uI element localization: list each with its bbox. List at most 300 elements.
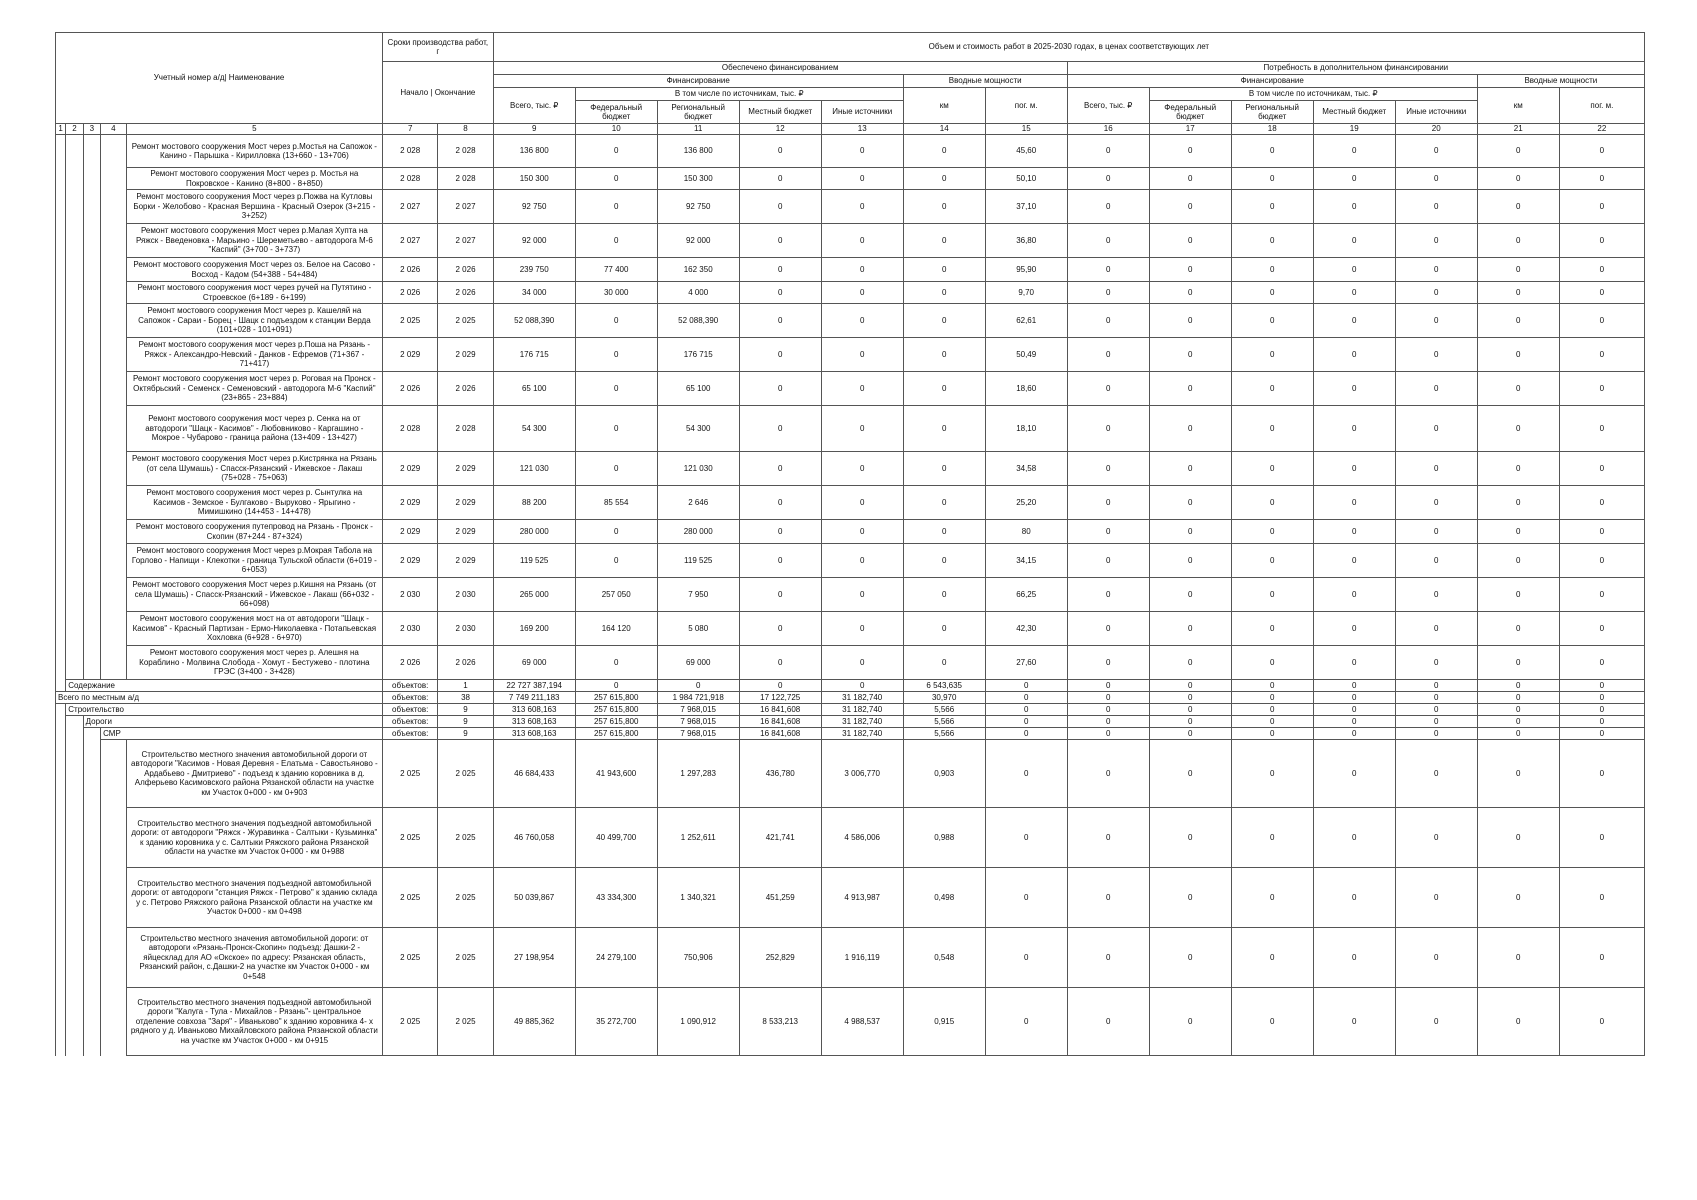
value-cell: 0 [575,372,657,406]
value-cell: 5,566 [903,728,985,740]
value-cell: 0 [1313,988,1395,1056]
indent-cell [83,258,100,282]
object-name: Строительство местного значения подъездной автомобильной дороги: от автодороги "станция Ряжск - Петрово" к зданию склада у с. Петрово Ряжского района Рязанской области на участке км Участок 0+000 - км 0+498 [126,868,382,928]
value-cell: 46 760,058 [493,808,575,868]
indent-cell [56,728,66,740]
value-cell: 0 [575,135,657,168]
value-cell: 0 [1231,224,1313,258]
value-cell: 0 [1477,406,1559,452]
start-year: 2 027 [383,190,438,224]
value-cell: 0 [1477,740,1559,808]
value-cell: 0 [1231,692,1313,704]
end-year: 2 028 [438,135,493,168]
column-number: 16 [1067,124,1149,135]
indent-cell [56,740,66,808]
column-number: 15 [985,124,1067,135]
table-row [56,406,1645,452]
value-cell: 0 [739,612,821,646]
objects-label: объектов: [383,704,438,716]
indent-cell [83,728,100,740]
value-cell: 0 [1477,704,1559,716]
value-cell: 34,58 [985,452,1067,486]
header-other-need: Иные источники [1395,101,1477,124]
value-cell: 0 [739,190,821,224]
header-period-sub: Начало | Окончание [383,62,494,124]
table-row [56,304,1645,338]
end-year: 2 026 [438,646,493,680]
value-cell: 0 [739,304,821,338]
value-cell: 0,498 [903,868,985,928]
value-cell: 0 [1067,646,1149,680]
column-number: 17 [1149,124,1231,135]
objects-label: объектов: [383,692,438,704]
value-cell: 0 [1231,680,1313,692]
column-number: 1 [56,124,66,135]
value-cell: 31 182,740 [821,728,903,740]
value-cell: 31 182,740 [821,692,903,704]
end-year: 2 025 [438,988,493,1056]
value-cell: 0 [821,258,903,282]
indent-cell [83,282,100,304]
value-cell: 162 350 [657,258,739,282]
value-cell: 5,566 [903,704,985,716]
value-cell: 0 [1559,692,1644,704]
value-cell: 0 [1559,135,1644,168]
end-year: 2 025 [438,304,493,338]
objects-count: 9 [438,704,493,716]
indent-cell [83,372,100,406]
value-cell: 0 [1149,808,1231,868]
indent-cell [101,612,127,646]
value-cell: 0 [739,486,821,520]
value-cell: 0,548 [903,928,985,988]
value-cell: 0 [1067,692,1149,704]
start-year: 2 025 [383,928,438,988]
value-cell: 0 [1231,258,1313,282]
value-cell: 25,20 [985,486,1067,520]
value-cell: 0 [1067,704,1149,716]
value-cell: 0 [1149,190,1231,224]
end-year: 2 030 [438,612,493,646]
value-cell: 0 [1313,716,1395,728]
value-cell: 0 [1231,168,1313,190]
table-row [56,338,1645,372]
indent-cell [56,190,66,224]
value-cell: 0 [1231,740,1313,808]
indent-cell [83,612,100,646]
column-number: 19 [1313,124,1395,135]
value-cell: 136 800 [493,135,575,168]
end-year: 2 028 [438,406,493,452]
indent-cell [101,304,127,338]
indent-cell [101,486,127,520]
value-cell: 0 [1149,612,1231,646]
value-cell: 0 [1395,135,1477,168]
value-cell: 0 [1559,544,1644,578]
indent-cell [101,988,127,1056]
value-cell: 0 [1231,808,1313,868]
value-cell: 0 [1395,452,1477,486]
value-cell: 0 [1395,282,1477,304]
table-row [56,544,1645,578]
value-cell: 30 000 [575,282,657,304]
value-cell: 0,903 [903,740,985,808]
value-cell: 0 [1313,486,1395,520]
object-name: Ремонт мостового сооружения мост через р.Поша на Рязань - Ряжск - Александро-Невский - Данков - Ефремов (71+367 - 71+417) [126,338,382,372]
value-cell: 42,30 [985,612,1067,646]
value-cell: 0 [1067,868,1149,928]
summary-row [56,728,1645,740]
end-year: 2 026 [438,258,493,282]
value-cell: 0 [1231,544,1313,578]
value-cell: 0 [1477,544,1559,578]
value-cell: 7 968,015 [657,704,739,716]
value-cell: 18,10 [985,406,1067,452]
value-cell: 0 [821,646,903,680]
value-cell: 0 [739,224,821,258]
end-year: 2 025 [438,808,493,868]
end-year: 2 028 [438,168,493,190]
value-cell: 0 [1559,928,1644,988]
value-cell: 0 [1067,258,1149,282]
header-federal: Федеральный бюджет [575,101,657,124]
value-cell: 0 [1067,135,1149,168]
indent-cell [83,740,100,808]
value-cell: 0 [903,258,985,282]
column-number: 5 [126,124,382,135]
value-cell: 24 279,100 [575,928,657,988]
value-cell: 50,10 [985,168,1067,190]
value-cell: 0 [1395,868,1477,928]
table-row [56,808,1645,868]
object-name: Строительство местного значения автомобильной дороги от автодороги "Касимов - Новая Деревня - Елатьма - Савостьяново - Ардабьево - Дмитриево" - подъезд к зданию коровника в д. Алферьево Касимовского района Рязанской области на участке км Участок 0+000 - км 0+903 [126,740,382,808]
value-cell: 69 000 [657,646,739,680]
indent-cell [66,740,83,808]
value-cell: 0,988 [903,808,985,868]
value-cell: 0 [1067,282,1149,304]
value-cell: 0 [985,728,1067,740]
value-cell: 0 [903,372,985,406]
object-name: Ремонт мостового сооружения мост через р. Сынтулка на Касимов - Земское - Булгаково - Выруково - Ярыгино - Мимишкино (14+453 - 14+478) [126,486,382,520]
financing-table [55,32,1645,1056]
value-cell: 0 [821,168,903,190]
summary-label: Содержание [66,680,383,692]
value-cell: 0 [1395,406,1477,452]
value-cell: 0 [1231,452,1313,486]
indent-cell [66,258,83,282]
value-cell: 421,741 [739,808,821,868]
value-cell: 0 [1149,168,1231,190]
column-number: 13 [821,124,903,135]
value-cell: 0 [1559,520,1644,544]
value-cell: 0 [575,190,657,224]
value-cell: 0 [1313,612,1395,646]
indent-cell [56,520,66,544]
object-name: Ремонт мостового сооружения Мост через р.Кистрянка на Рязань (от села Шумашь) - Спасск-Рязанский - Ижевское - Лакаш (75+028 - 75+063) [126,452,382,486]
value-cell: 85 554 [575,486,657,520]
value-cell: 0 [1395,544,1477,578]
indent-cell [66,224,83,258]
value-cell: 0 [1067,728,1149,740]
value-cell: 0 [1149,928,1231,988]
value-cell: 0 [903,190,985,224]
indent-cell [83,578,100,612]
value-cell: 0 [1313,704,1395,716]
value-cell: 0 [1313,224,1395,258]
value-cell: 0 [1231,338,1313,372]
indent-cell [101,190,127,224]
column-number: 4 [101,124,127,135]
value-cell: 0 [1149,372,1231,406]
value-cell: 0 [1395,578,1477,612]
value-cell: 0 [575,646,657,680]
value-cell: 43 334,300 [575,868,657,928]
value-cell: 1 984 721,918 [657,692,739,704]
value-cell: 0 [821,452,903,486]
value-cell: 0 [1395,372,1477,406]
value-cell: 0 [903,612,985,646]
value-cell: 0 [1559,372,1644,406]
value-cell: 0 [1067,988,1149,1056]
value-cell: 0 [1067,168,1149,190]
indent-cell [101,808,127,868]
object-name: Ремонт мостового сооружения мост через р. Роговая на Пронск - Октябрьский - Семенск - Семеновский - автодорога М-6 "Каспий" (23+865 - 23+884) [126,372,382,406]
object-name: Строительство местного значения подъездной автомобильной дороги "Калуга - Тула - Михайлов - Рязань"- центральное отделение совхоза "Заря" - Иваньково" к зданию коровника 4- х рядного у д. Иваньково Михайловского района Рязанской области на участке км Участок 0+000 - км 0+915 [126,988,382,1056]
indent-cell [101,168,127,190]
start-year: 2 028 [383,168,438,190]
value-cell: 0 [1067,338,1149,372]
summary-label: Всего по местным а/д [56,692,383,704]
indent-cell [66,190,83,224]
value-cell: 0 [821,304,903,338]
header-total: Всего, тыс. ₽ [493,88,575,124]
value-cell: 0 [1559,704,1644,716]
value-cell: 257 615,800 [575,704,657,716]
value-cell: 45,60 [985,135,1067,168]
object-name: Ремонт мостового сооружения Мост через р.Мокрая Табола на Горлово - Напищи - Клекотки - граница Тульской области (6+019 - 6+053) [126,544,382,578]
header-financing-need: Финансирование [1067,75,1477,88]
value-cell: 0 [985,716,1067,728]
column-number: 21 [1477,124,1559,135]
value-cell: 0 [1559,740,1644,808]
value-cell: 257 615,800 [575,716,657,728]
indent-cell [66,168,83,190]
objects-count: 1 [438,680,493,692]
indent-cell [66,728,83,740]
value-cell: 0 [1313,680,1395,692]
table-row [56,928,1645,988]
value-cell: 0 [1231,190,1313,224]
indent-cell [56,304,66,338]
value-cell: 34 000 [493,282,575,304]
start-year: 2 027 [383,224,438,258]
value-cell: 0 [1313,808,1395,868]
value-cell: 257 615,800 [575,728,657,740]
value-cell: 0 [1559,988,1644,1056]
column-number: 8 [438,124,493,135]
value-cell: 0 [1395,646,1477,680]
value-cell: 35 272,700 [575,988,657,1056]
value-cell: 0 [1477,304,1559,338]
value-cell: 36,80 [985,224,1067,258]
value-cell: 0 [1477,988,1559,1056]
value-cell: 0 [1559,612,1644,646]
value-cell: 7 950 [657,578,739,612]
value-cell: 0 [1149,680,1231,692]
value-cell: 4 988,537 [821,988,903,1056]
value-cell: 17 122,725 [739,692,821,704]
value-cell: 0 [1559,716,1644,728]
indent-cell [101,578,127,612]
value-cell: 52 088,390 [493,304,575,338]
indent-cell [56,808,66,868]
indent-cell [66,135,83,168]
value-cell: 0 [1395,928,1477,988]
value-cell: 0 [1477,452,1559,486]
value-cell: 0 [1395,486,1477,520]
value-cell: 0 [1477,680,1559,692]
value-cell: 0 [1067,406,1149,452]
indent-cell [56,135,66,168]
value-cell: 0 [1559,338,1644,372]
value-cell: 0 [903,135,985,168]
value-cell: 0 [1395,716,1477,728]
indent-cell [83,646,100,680]
value-cell: 164 120 [575,612,657,646]
table-row [56,258,1645,282]
value-cell: 0 [1477,520,1559,544]
value-cell: 0 [1477,578,1559,612]
start-year: 2 028 [383,406,438,452]
start-year: 2 028 [383,135,438,168]
value-cell: 49 885,362 [493,988,575,1056]
value-cell: 0 [903,578,985,612]
value-cell: 92 750 [657,190,739,224]
value-cell: 0 [821,282,903,304]
value-cell: 0 [739,646,821,680]
value-cell: 7 749 211,183 [493,692,575,704]
value-cell: 280 000 [657,520,739,544]
value-cell: 0 [1313,135,1395,168]
value-cell: 436,780 [739,740,821,808]
value-cell: 40 499,700 [575,808,657,868]
value-cell: 0 [1313,646,1395,680]
indent-cell [101,282,127,304]
value-cell: 0 [739,544,821,578]
value-cell: 0 [739,406,821,452]
indent-cell [101,258,127,282]
value-cell: 265 000 [493,578,575,612]
indent-cell [56,612,66,646]
value-cell: 0 [1559,304,1644,338]
table-row [56,578,1645,612]
value-cell: 0 [1149,135,1231,168]
value-cell: 0 [575,224,657,258]
indent-cell [66,304,83,338]
value-cell: 0 [1395,740,1477,808]
object-name: Ремонт мостового сооружения мост через р. Сенка на от автодороги "Шацк - Касимов" - Любовниково - Каргашино - Мокрое - Чубарово - граница района (13+409 - 13+427) [126,406,382,452]
value-cell: 0 [575,338,657,372]
value-cell: 0 [903,520,985,544]
indent-cell [66,406,83,452]
end-year: 2 029 [438,544,493,578]
value-cell: 313 608,163 [493,728,575,740]
value-cell: 0 [821,135,903,168]
object-name: Ремонт мостового сооружения мост на от автодороги "Шацк - Касимов" - Красный Партизан - Ермо-Николаевка - Потапьевская Хохловка (6+928 - 6+970) [126,612,382,646]
column-number: 7 [383,124,438,135]
value-cell: 0 [1149,578,1231,612]
value-cell: 0 [1149,988,1231,1056]
value-cell: 31 182,740 [821,704,903,716]
value-cell: 0 [1067,808,1149,868]
value-cell: 0 [1313,728,1395,740]
value-cell: 136 800 [657,135,739,168]
value-cell: 31 182,740 [821,716,903,728]
value-cell: 0 [985,868,1067,928]
indent-cell [83,190,100,224]
header-pog-m-need: пог. м. [1559,88,1644,124]
start-year: 2 025 [383,868,438,928]
value-cell: 0 [903,224,985,258]
value-cell: 313 608,163 [493,704,575,716]
value-cell: 0 [1313,452,1395,486]
start-year: 2 025 [383,988,438,1056]
value-cell: 0 [1477,646,1559,680]
value-cell: 0 [903,486,985,520]
value-cell: 0 [1313,338,1395,372]
value-cell: 0 [1067,680,1149,692]
value-cell: 0 [1149,486,1231,520]
value-cell: 0 [985,692,1067,704]
table-row [56,452,1645,486]
value-cell: 46 684,433 [493,740,575,808]
value-cell: 50,49 [985,338,1067,372]
table-row [56,740,1645,808]
indent-cell [66,372,83,406]
value-cell: 5 080 [657,612,739,646]
column-number: 22 [1559,124,1644,135]
column-number: 20 [1395,124,1477,135]
indent-cell [83,452,100,486]
indent-cell [83,544,100,578]
value-cell: 27,60 [985,646,1067,680]
value-cell: 0 [1477,808,1559,868]
start-year: 2 026 [383,282,438,304]
value-cell: 50 039,867 [493,868,575,928]
header-regional-need: Региональный бюджет [1231,101,1313,124]
column-number: 2 [66,124,83,135]
objects-label: объектов: [383,728,438,740]
value-cell: 16 841,608 [739,728,821,740]
value-cell: 0 [1477,258,1559,282]
object-name: Ремонт мостового сооружения Мост через р. Мостья на Покровское - Канино (8+800 - 8+850) [126,168,382,190]
indent-cell [56,372,66,406]
value-cell: 0 [1313,304,1395,338]
indent-cell [56,406,66,452]
value-cell: 0 [1477,372,1559,406]
indent-cell [56,868,66,928]
value-cell: 4 913,987 [821,868,903,928]
value-cell: 0 [1559,168,1644,190]
value-cell: 30,970 [903,692,985,704]
indent-cell [56,486,66,520]
value-cell: 0 [739,282,821,304]
object-name: Ремонт мостового сооружения Мост через оз. Белое на Сасово - Восход - Кадом (54+388 - 54+484) [126,258,382,282]
value-cell: 0 [1559,868,1644,928]
column-number: 10 [575,124,657,135]
value-cell: 0 [1395,224,1477,258]
header-financing-provided: Финансирование [493,75,903,88]
